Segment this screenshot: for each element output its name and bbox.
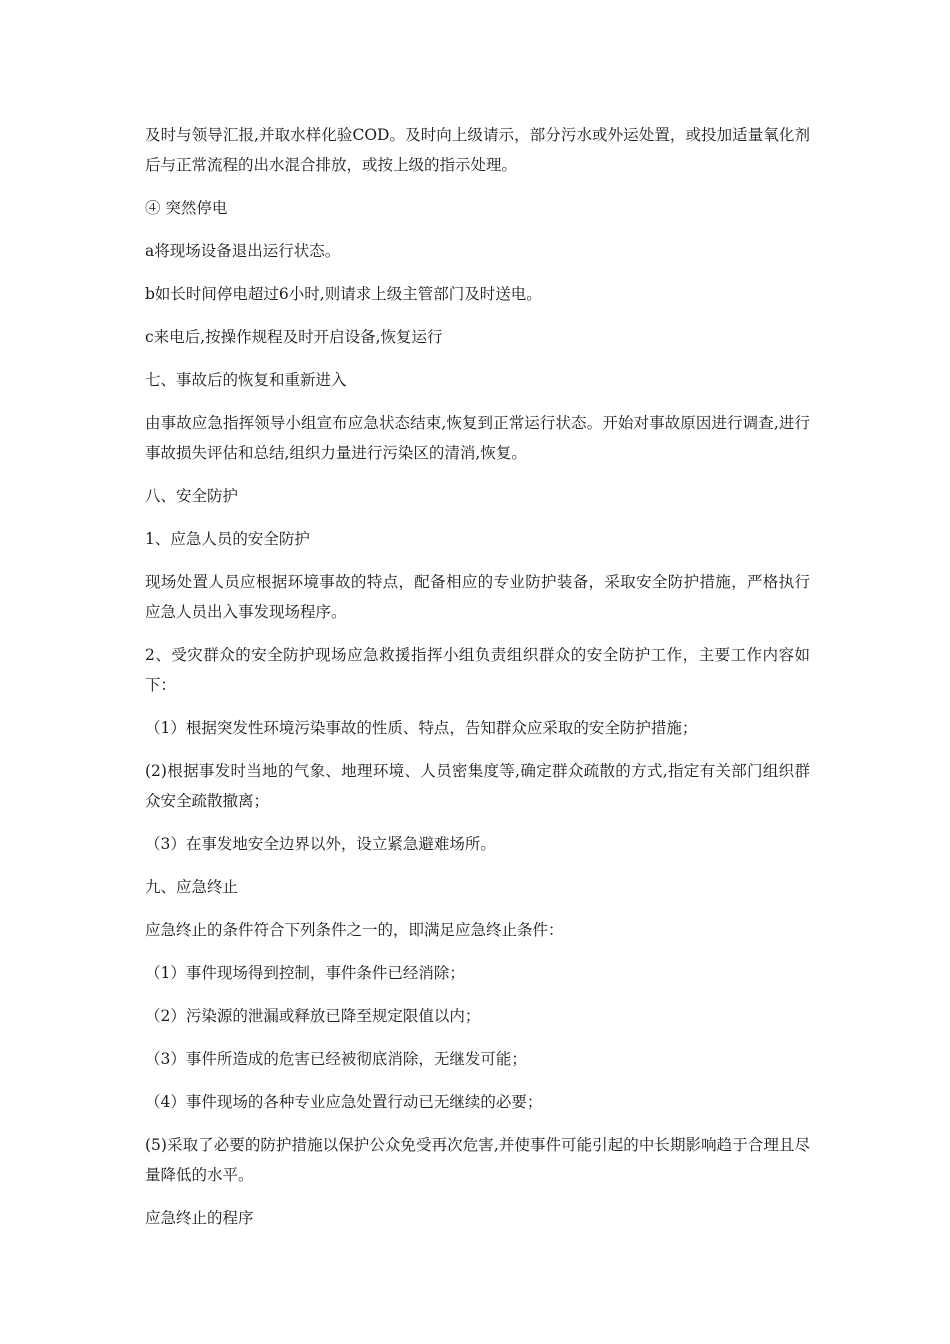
subheading-termination-procedure: 应急终止的程序 — [145, 1209, 254, 1227]
list-item-c: c来电后,按操作规程及时开启设备,恢复运行 — [145, 328, 443, 346]
list-item-1: （1）根据突发性环境污染事故的性质、特点，告知群众应采取的安全防护措施； — [145, 719, 698, 737]
document-body — [145, 120, 810, 1246]
paragraph-wastewater-handling: 及时与领导汇报,并取水样化验COD。及时向上级请示，部分污水或外运处置，或投加适量氧化剂后与正常流程的出水混合排放，或按上级的指示处理。 — [145, 126, 810, 174]
list-item-a: a将现场设备退出运行状态。 — [145, 242, 341, 260]
list-item-b: b如长时间停电超过6小时,则请求上级主管部门及时送电。 — [145, 285, 542, 303]
paragraph-termination-conditions: 应急终止的条件符合下列条件之一的，即满足应急终止条件： — [145, 921, 564, 939]
section-heading-8: 八、安全防护 — [145, 487, 239, 505]
paragraph-responder-protection: 现场处置人员应根据环境事故的特点，配备相应的专业防护装备，采取安全防护措施，严格执行应急人员出入事发现场程序。 — [145, 573, 810, 621]
condition-item-4: （4）事件现场的各种专业应急处置行动已无继续的必要； — [145, 1093, 543, 1111]
condition-item-1: （1）事件现场得到控制，事件条件已经消除； — [145, 964, 465, 982]
condition-item-5: (5)采取了必要的防护措施以保护公众免受再次危害,并使事件可能引起的中长期影响趋于合理且尽量降低的水平。 — [145, 1136, 810, 1184]
condition-item-3: （3）事件所造成的危害已经被彻底消除，无继发可能； — [145, 1050, 527, 1068]
section-heading-9: 九、应急终止 — [145, 878, 239, 896]
paragraph-recovery: 由事故应急指挥领导小组宣布应急状态结束,恢复到正常运行状态。开始对事故原因进行调查,进行事故损失评估和总结,组织力量进行污染区的清消,恢复。 — [145, 414, 810, 462]
paragraph-public-protection: 2、受灾群众的安全防护现场应急救援指挥小组负责组织群众的安全防护工作，主要工作内容如下： — [145, 646, 810, 694]
subheading-responder-protection: 1、应急人员的安全防护 — [145, 530, 310, 548]
list-item-3: （3）在事发地安全边界以外，设立紧急避难场所。 — [145, 835, 496, 853]
condition-item-2: （2）污染源的泄漏或释放已降至规定限值以内； — [145, 1007, 481, 1025]
list-item-2: (2)根据事发时当地的气象、地理环境、人员密集度等,确定群众疏散的方式,指定有关部门组织群众安全疏散撤离； — [145, 762, 810, 810]
section-heading-7: 七、事故后的恢复和重新进入 — [145, 371, 347, 389]
heading-sudden-power-outage: ④ 突然停电 — [145, 199, 228, 217]
